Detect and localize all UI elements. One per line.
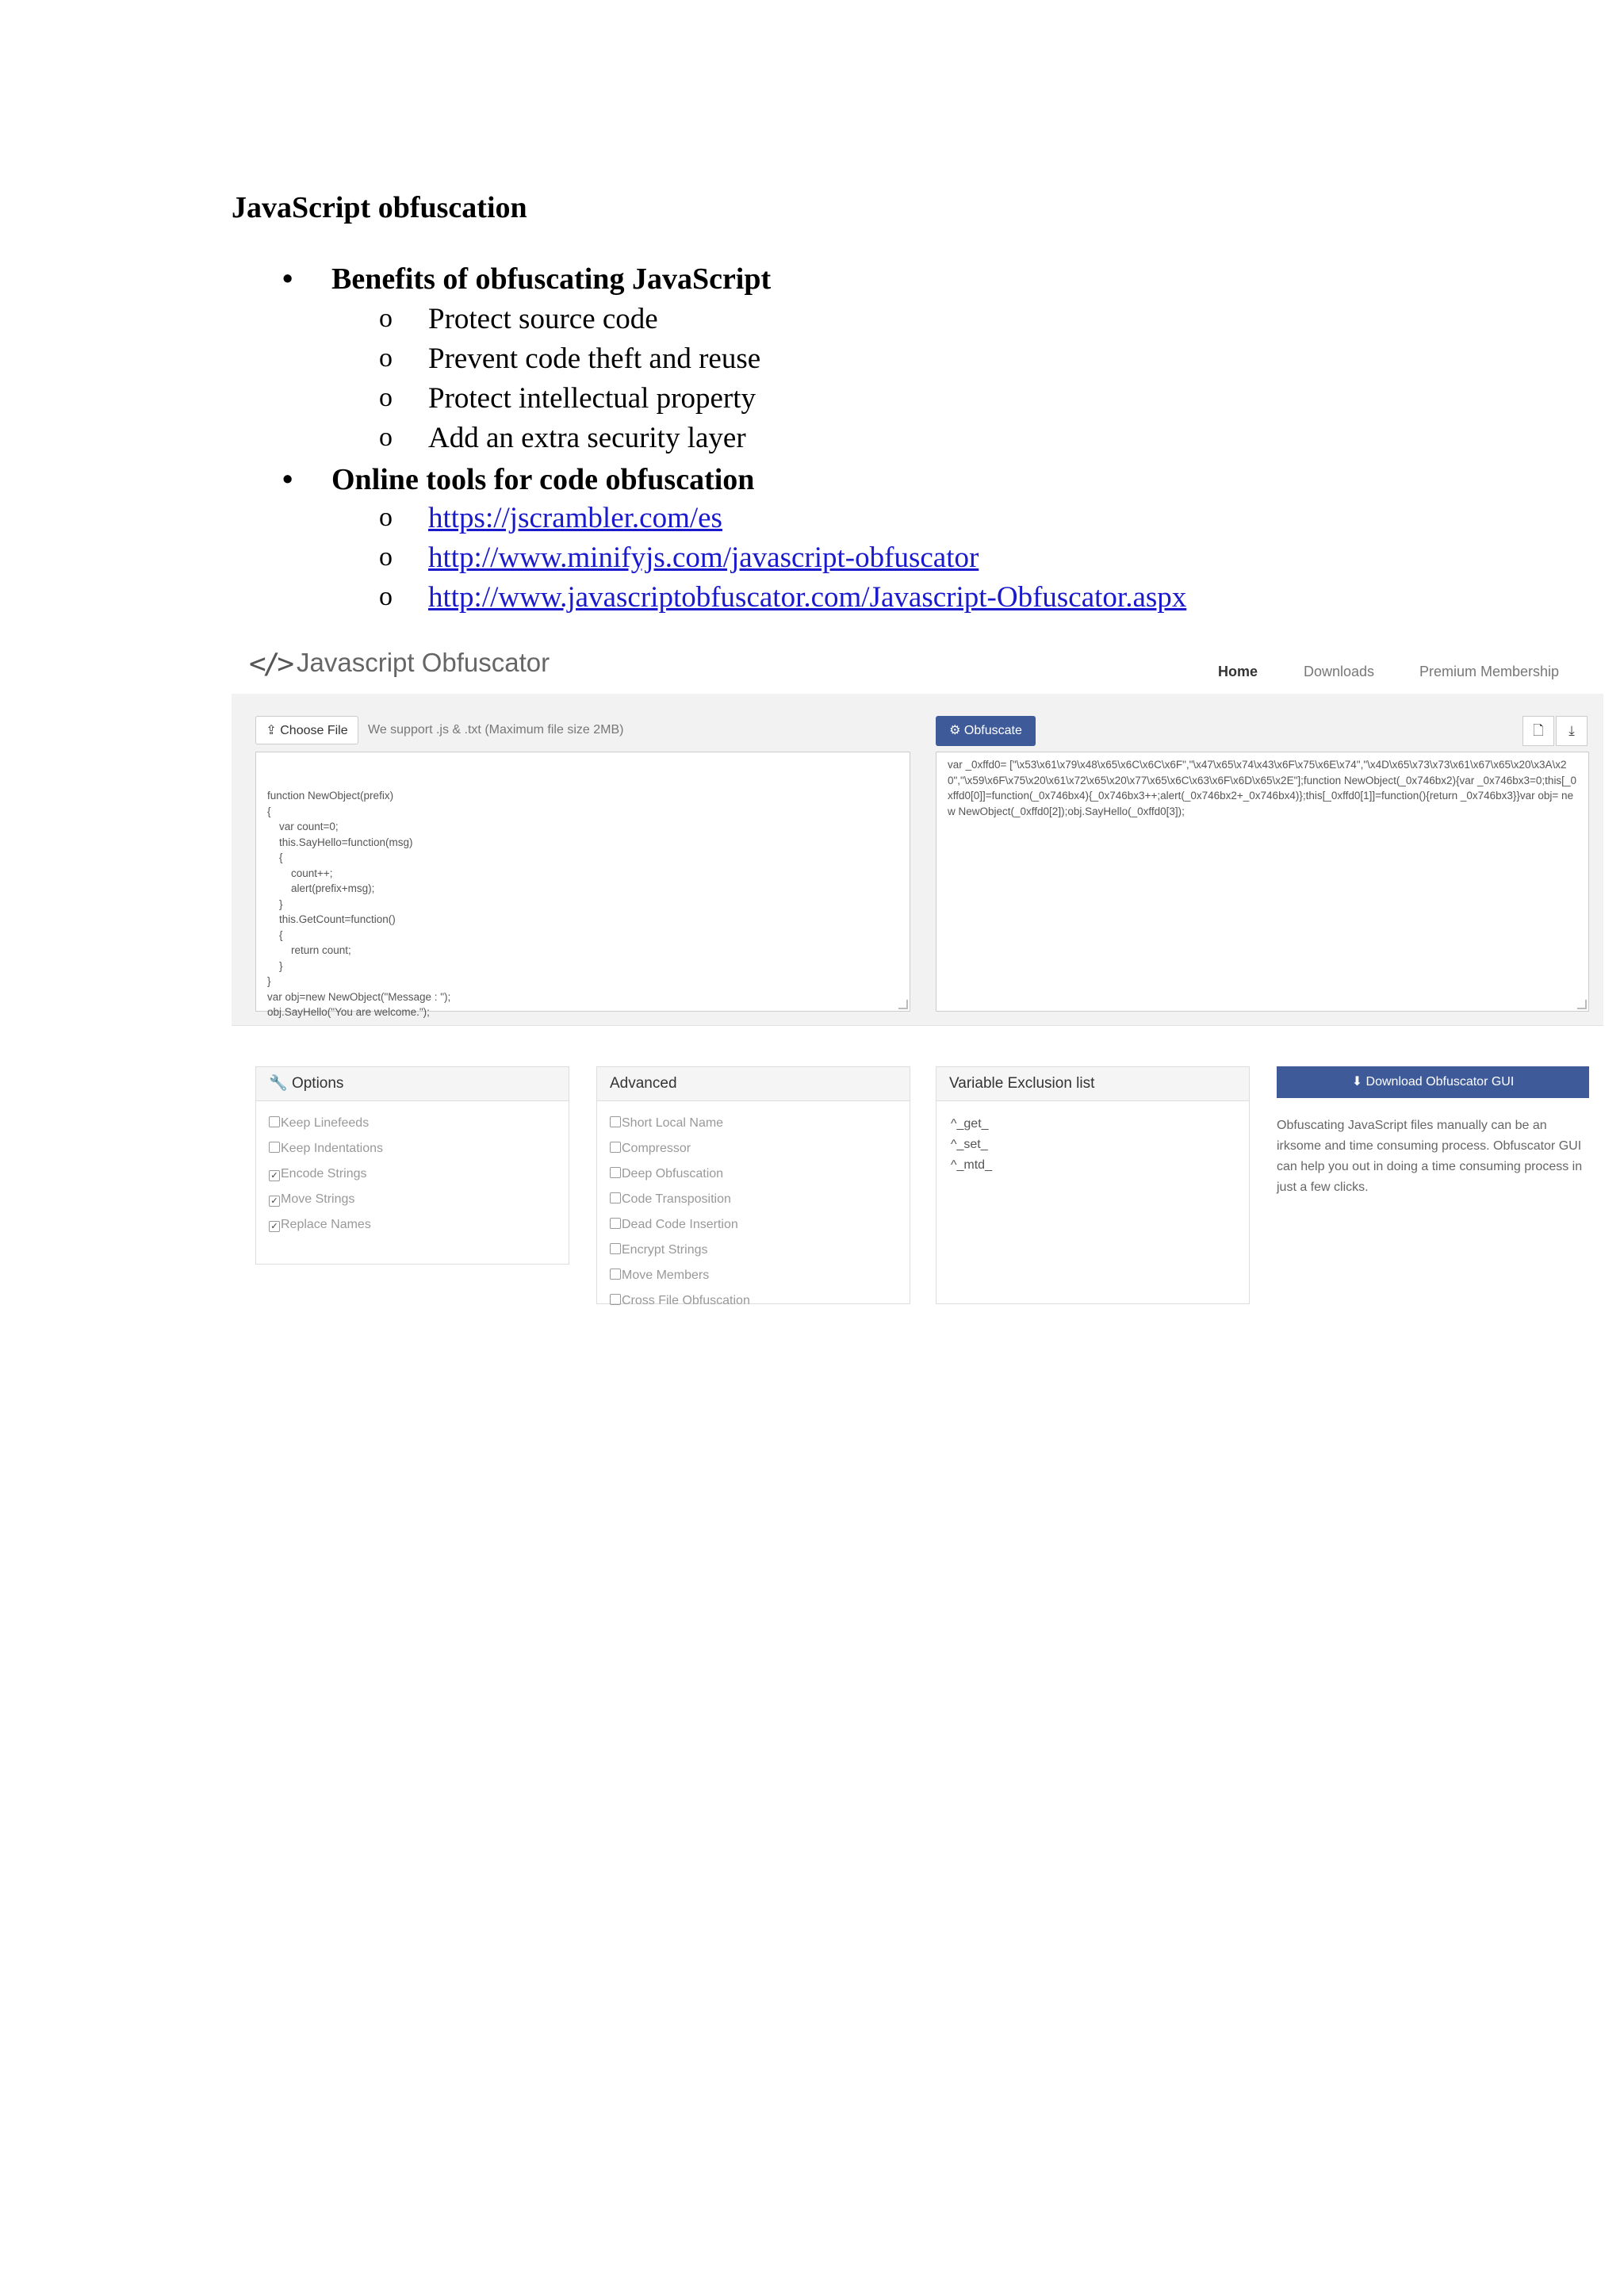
exclusion-panel-header: Variable Exclusion list (936, 1067, 1249, 1101)
list-item-text: Protect intellectual property (428, 382, 756, 415)
checkbox-checked[interactable]: ✓ (269, 1196, 280, 1207)
circle-bullet-icon: o (379, 383, 393, 412)
option-label: Encode Strings (281, 1167, 367, 1181)
choose-file-label: Choose File (280, 724, 348, 737)
checkbox[interactable] (610, 1142, 621, 1153)
checkbox[interactable] (269, 1116, 280, 1127)
circle-bullet-icon: o (379, 343, 393, 373)
option-dead-code-insertion[interactable] (610, 1212, 910, 1238)
option-label: Move Strings (281, 1192, 355, 1206)
option-label: Deep Obfuscation (622, 1167, 724, 1181)
app-title: Javascript Obfuscator (297, 648, 550, 677)
option-encode-strings[interactable] (269, 1161, 569, 1187)
option-cross-file-obfuscation[interactable] (610, 1288, 910, 1314)
app-header (232, 630, 1603, 694)
exclusion-list[interactable] (936, 1101, 1249, 1176)
output-code-editor[interactable] (936, 752, 1589, 1012)
section-heading-text: Online tools for code obfuscation (331, 463, 755, 496)
option-label: Move Members (622, 1269, 710, 1282)
exclusion-item: ^_get_ (951, 1117, 989, 1131)
link-minifyjs[interactable]: http://www.minifyjs.com/javascript-obfuscator (428, 541, 979, 574)
checkbox[interactable] (610, 1192, 621, 1203)
option-label: Cross File Obfuscation (622, 1294, 750, 1307)
obfuscator-screenshot (232, 630, 1603, 1307)
options-panel-header (256, 1067, 569, 1101)
option-deep-obfuscation[interactable] (610, 1161, 910, 1187)
list-item-text: Add an extra security layer (428, 422, 746, 454)
support-text: We support .js & .txt (Maximum file size 2MB) (368, 723, 624, 737)
download-icon: ⤓ (1568, 723, 1575, 738)
checkbox[interactable] (269, 1142, 280, 1153)
advanced-panel (596, 1066, 910, 1307)
exclusion-item: ^_mtd_ (951, 1158, 992, 1172)
bullet-icon: • (282, 463, 293, 496)
option-move-members[interactable] (610, 1263, 910, 1288)
nav-downloads[interactable]: Downloads (1304, 664, 1375, 679)
wrench-icon: 🔧 (269, 1075, 288, 1092)
option-label: Short Local Name (622, 1116, 724, 1130)
option-short-local-name[interactable] (610, 1111, 910, 1136)
output-code: var _0xffd0= ["\x53\x61\x79\x48\x65\x6C\x6C\x6F","\x47\x65\x74\x43\x6F\x75\x6E\x74","\x4D\x65\x73\x73\x61\x67\x65\x20\x3A\x20","\x59\x6F\x75\x20\x61\x72\x65\x20\x77\x65\x6C\x63\x6F\x6D\x65\x2E"];function NewObject(_0x746bx2){var _0x746bx3=0;this[_0xffd0[0]]=function(_0x746bx4){_0x746bx3++;alert(_0x746bx2+_0x746bx4)};this[_0xffd0[1]]=function(){return _0x746bx3}}var obj= new NewObject(_0xffd0[2]);obj.SayHello(_0xffd0[3]); (948, 759, 1576, 817)
download-button[interactable] (1556, 716, 1588, 746)
nav-home[interactable]: Home (1218, 664, 1258, 679)
option-label: Encrypt Strings (622, 1243, 708, 1257)
options-title: Options (291, 1075, 344, 1092)
checkbox[interactable] (610, 1243, 621, 1254)
download-gui-button[interactable] (1277, 1066, 1589, 1098)
checkbox-checked[interactable]: ✓ (269, 1221, 280, 1232)
obfuscate-label: Obfuscate (963, 724, 1022, 737)
download-description: Obfuscating JavaScript files manually can be an irksome and time consuming process. Obfuscator GUI can help you out in doing a time consuming process in just a few clicks. (1277, 1119, 1583, 1194)
checkbox[interactable] (610, 1167, 621, 1178)
obfuscate-button[interactable] (936, 716, 1036, 746)
new-file-button[interactable] (1522, 716, 1554, 746)
download-gui-label: Download Obfuscator GUI (1365, 1075, 1515, 1089)
upload-icon: ⇪ (266, 724, 277, 737)
option-replace-names[interactable] (269, 1212, 569, 1238)
circle-bullet-icon: o (379, 423, 393, 452)
checkbox[interactable] (610, 1116, 621, 1127)
circle-bullet-icon: o (379, 542, 393, 572)
circle-bullet-icon: o (379, 582, 393, 611)
option-label: Code Transposition (622, 1192, 731, 1206)
circle-bullet-icon: o (379, 304, 393, 333)
list-item-text: Protect source code (428, 303, 658, 335)
checkbox[interactable] (610, 1269, 621, 1280)
gear-icon: ⚙ (949, 724, 961, 737)
choose-file-button[interactable] (255, 716, 358, 744)
download-icon: ⬇ (1351, 1075, 1363, 1089)
list-item-text: Prevent code theft and reuse (428, 342, 761, 375)
options-panel (255, 1066, 569, 1265)
nav-premium-membership[interactable]: Premium Membership (1419, 664, 1560, 679)
option-keep-linefeeds[interactable] (269, 1111, 569, 1136)
file-icon: 🗋 (1533, 723, 1544, 738)
link-jscrambler[interactable]: https://jscrambler.com/es (428, 502, 722, 534)
circle-bullet-icon: o (379, 503, 393, 532)
exclusion-panel (936, 1066, 1250, 1304)
option-label: Keep Linefeeds (281, 1116, 370, 1130)
checkbox[interactable] (610, 1294, 621, 1305)
option-move-strings[interactable] (269, 1187, 569, 1212)
option-compressor[interactable] (610, 1136, 910, 1161)
option-code-transposition[interactable] (610, 1187, 910, 1212)
link-javascriptobfuscator[interactable]: http://www.javascriptobfuscator.com/Javascript-Obfuscator.aspx (428, 581, 1187, 614)
option-encrypt-strings[interactable] (610, 1238, 910, 1263)
resize-handle[interactable] (1577, 1000, 1587, 1009)
option-label: Dead Code Insertion (622, 1218, 738, 1231)
section-heading-text: Benefits of obfuscating JavaScript (331, 262, 772, 296)
code-icon: </> (249, 648, 292, 680)
input-code: function NewObject(prefix) { var count=0; this.SayHello=function(msg) { count++; alert(prefix+msg); } this.GetCount=function() { return count; } } var obj=new NewObject("Message : "); obj.SayHello("You are welcome."); (267, 790, 451, 1018)
resize-handle[interactable] (898, 1000, 908, 1009)
option-label: Compressor (622, 1142, 691, 1155)
checkbox[interactable] (610, 1218, 621, 1229)
exclusion-item: ^_set_ (951, 1138, 988, 1151)
checkbox-checked[interactable]: ✓ (269, 1170, 280, 1181)
option-keep-indentations[interactable] (269, 1136, 569, 1161)
advanced-panel-header: Advanced (597, 1067, 910, 1101)
option-label: Keep Indentations (281, 1142, 383, 1155)
option-label: Replace Names (281, 1218, 371, 1231)
bullet-icon: • (282, 262, 293, 296)
document-title: JavaScript obfuscation (232, 191, 527, 224)
input-code-editor[interactable] (255, 752, 910, 1018)
